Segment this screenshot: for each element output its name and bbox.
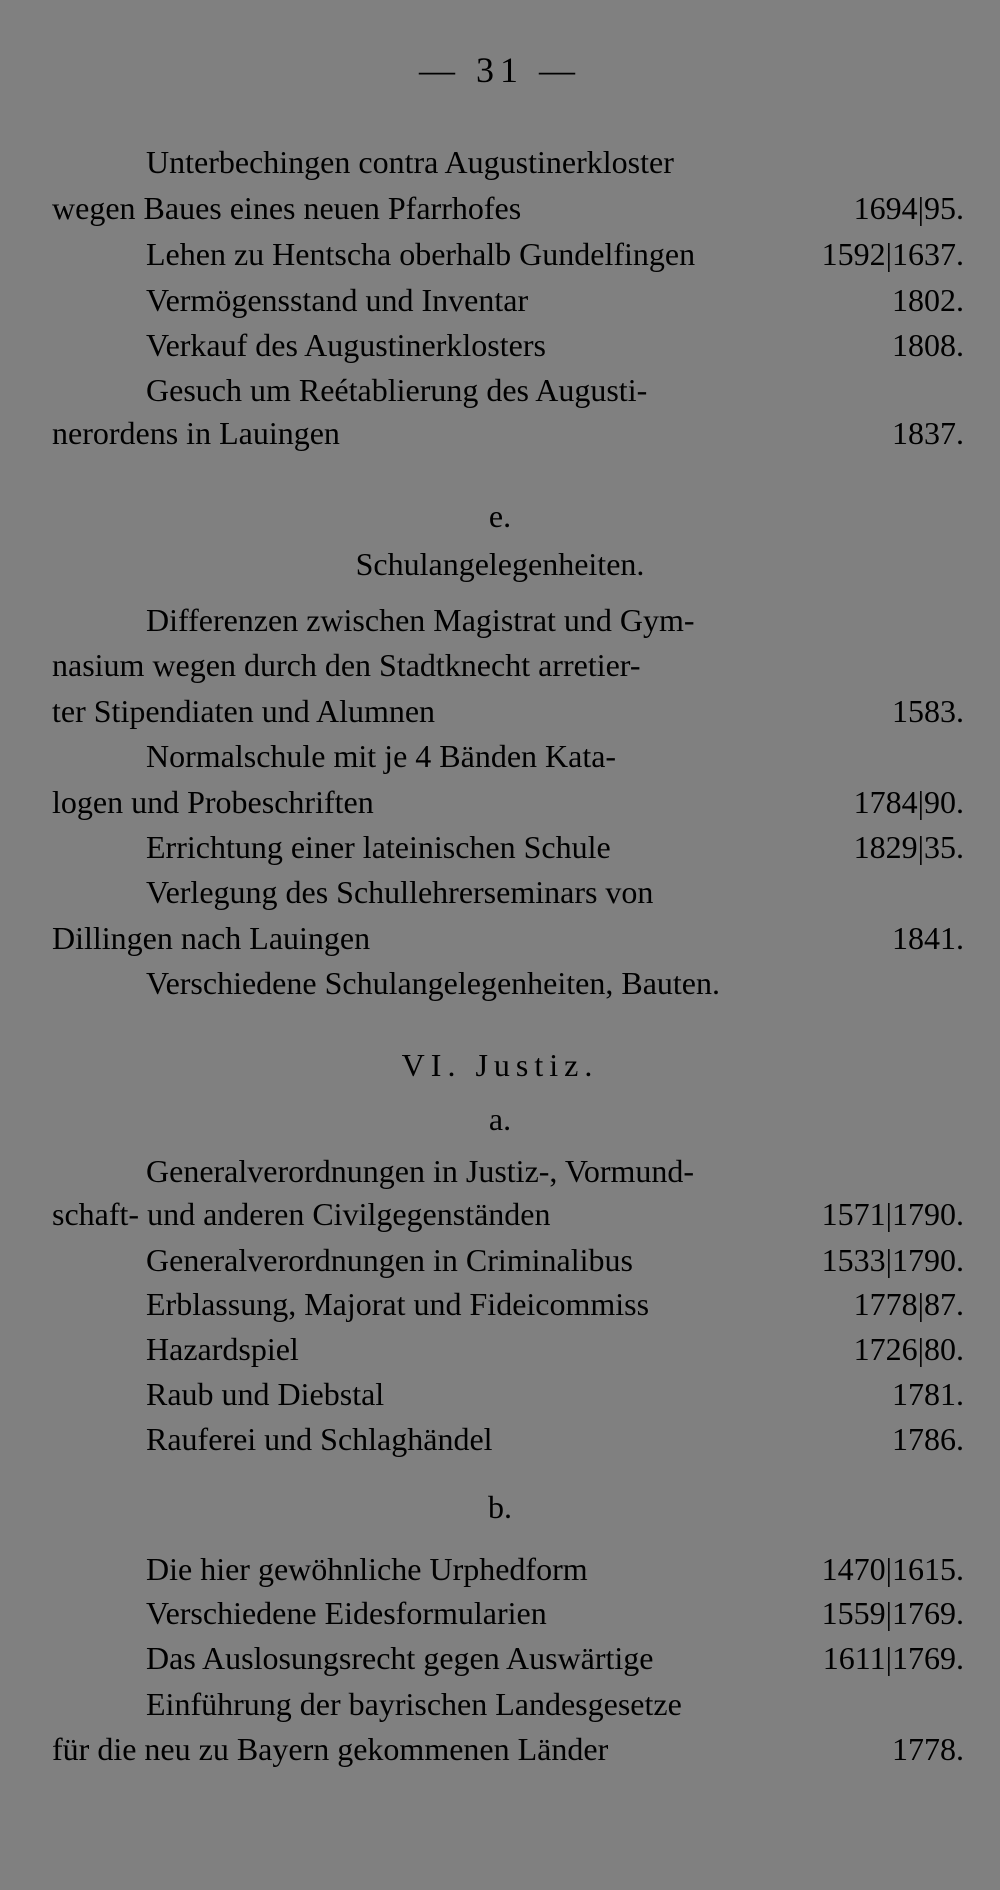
- list-item: [52, 960, 964, 1006]
- entry-text: schaft- und anderen Civilgegenständen: [52, 1196, 551, 1232]
- entry-date: 1778|87.: [853, 1286, 964, 1322]
- entry-date: 1784|90.: [853, 784, 964, 820]
- entry-text: Das Auslosungsrecht gegen Auswärtige: [146, 1640, 654, 1676]
- entry-date: 1778.: [892, 1731, 964, 1767]
- entry-date: 1470|1615.: [821, 1551, 964, 1587]
- entry-date: 1837.: [892, 415, 964, 451]
- section-letter: b.: [488, 1489, 512, 1525]
- list-item: [52, 1681, 964, 1727]
- entry-text: Differenzen zwischen Magistrat und Gym-: [146, 602, 695, 638]
- entry-text: Verlegung des Schullehrerseminars von: [146, 874, 654, 910]
- list-item: [52, 824, 964, 870]
- page-number: — 31 —: [419, 50, 581, 90]
- section-letter: e.: [488, 498, 512, 534]
- list-item: [52, 1726, 964, 1772]
- list-item: [52, 231, 964, 277]
- entry-date: 1694|95.: [853, 190, 964, 226]
- entry-text: ter Stipendiaten und Alumnen: [52, 693, 436, 729]
- entry-date: 1802.: [892, 282, 964, 318]
- entry-text: nerordens in Lauingen: [52, 415, 340, 451]
- entry-text: Erblassung, Majorat und Fideicommiss: [146, 1286, 650, 1322]
- list-item: [52, 1371, 964, 1417]
- entry-text: Verkauf des Augustinerklosters: [146, 327, 546, 363]
- entry-text: Gesuch um Reétablierung des Augusti-: [146, 372, 648, 408]
- entry-date: 1611|1769.: [822, 1640, 964, 1676]
- entry-date: 1808.: [892, 327, 964, 363]
- entry-text: Vermögensstand und Inventar: [146, 282, 529, 318]
- list-item: [52, 1191, 964, 1237]
- entry-text: Normalschule mit je 4 Bänden Kata-: [146, 738, 617, 774]
- list-item: [52, 1590, 964, 1636]
- list-item: [52, 779, 964, 825]
- entry-text: nasium wegen durch den Stadtknecht arretier-: [52, 647, 641, 683]
- list-item: [52, 1237, 964, 1283]
- entry-text: Rauferei und Schlaghändel: [146, 1421, 493, 1457]
- entry-date: 1781.: [892, 1376, 964, 1412]
- list-item: [52, 322, 964, 368]
- section-letter: a.: [488, 1101, 512, 1137]
- list-item: [52, 1281, 964, 1327]
- list-item: [52, 277, 964, 323]
- entry-text: Verschiedene Eidesformularien: [146, 1595, 547, 1631]
- entry-text: Generalverordnungen in Justiz-, Vormund-: [146, 1153, 695, 1189]
- list-item: [52, 642, 964, 688]
- entry-text: Die hier gewöhnliche Urphedform: [146, 1551, 588, 1587]
- entry-date: 1583.: [892, 693, 964, 729]
- entry-text: Lehen zu Hentscha oberhalb Gundelfingen: [146, 236, 696, 272]
- list-item: [52, 410, 964, 456]
- entry-date: 1726|80.: [853, 1331, 964, 1367]
- entry-date: 1559|1769.: [821, 1595, 964, 1631]
- entry-text: Errichtung einer lateinischen Schule: [146, 829, 611, 865]
- list-item: [52, 733, 964, 779]
- entry-text: Generalverordnungen in Criminalibus: [146, 1242, 633, 1278]
- entry-text: für die neu zu Bayern gekommenen Länder: [52, 1731, 609, 1767]
- list-item: [52, 1326, 964, 1372]
- list-item: [52, 597, 964, 643]
- entry-date: 1786.: [892, 1421, 964, 1457]
- entry-date: 1829|35.: [853, 829, 964, 865]
- list-item: [52, 869, 964, 915]
- list-item: [52, 1148, 964, 1194]
- section-heading: Schulangelegenheiten.: [355, 546, 645, 582]
- entry-text: logen und Probeschriften: [52, 784, 374, 820]
- list-item: [52, 1416, 964, 1462]
- entry-date: 1533|1790.: [821, 1242, 964, 1278]
- list-item: [52, 915, 964, 961]
- entry-date: 1592|1637.: [821, 236, 964, 272]
- list-item: [52, 688, 964, 734]
- entry-text: Unterbechingen contra Augustinerkloster: [146, 144, 674, 180]
- entry-date: 1571|1790.: [821, 1196, 964, 1232]
- entry-date: 1841.: [892, 920, 964, 956]
- entry-text: Raub und Diebstal: [146, 1376, 385, 1412]
- list-item: [52, 1546, 964, 1592]
- entry-text: Einführung der bayrischen Landesgesetze: [146, 1686, 682, 1722]
- entry-text: Hazardspiel: [146, 1331, 299, 1367]
- entry-text: Verschiedene Schulangelegenheiten, Bauten.: [146, 965, 720, 1001]
- section-heading: VI. Justiz.: [401, 1047, 599, 1083]
- entry-text: wegen Baues eines neuen Pfarrhofes: [52, 190, 522, 226]
- list-item: [52, 367, 964, 413]
- list-item: [52, 139, 964, 185]
- list-item: [52, 1635, 964, 1681]
- list-item: [52, 185, 964, 231]
- entry-text: Dillingen nach Lauingen: [52, 920, 371, 956]
